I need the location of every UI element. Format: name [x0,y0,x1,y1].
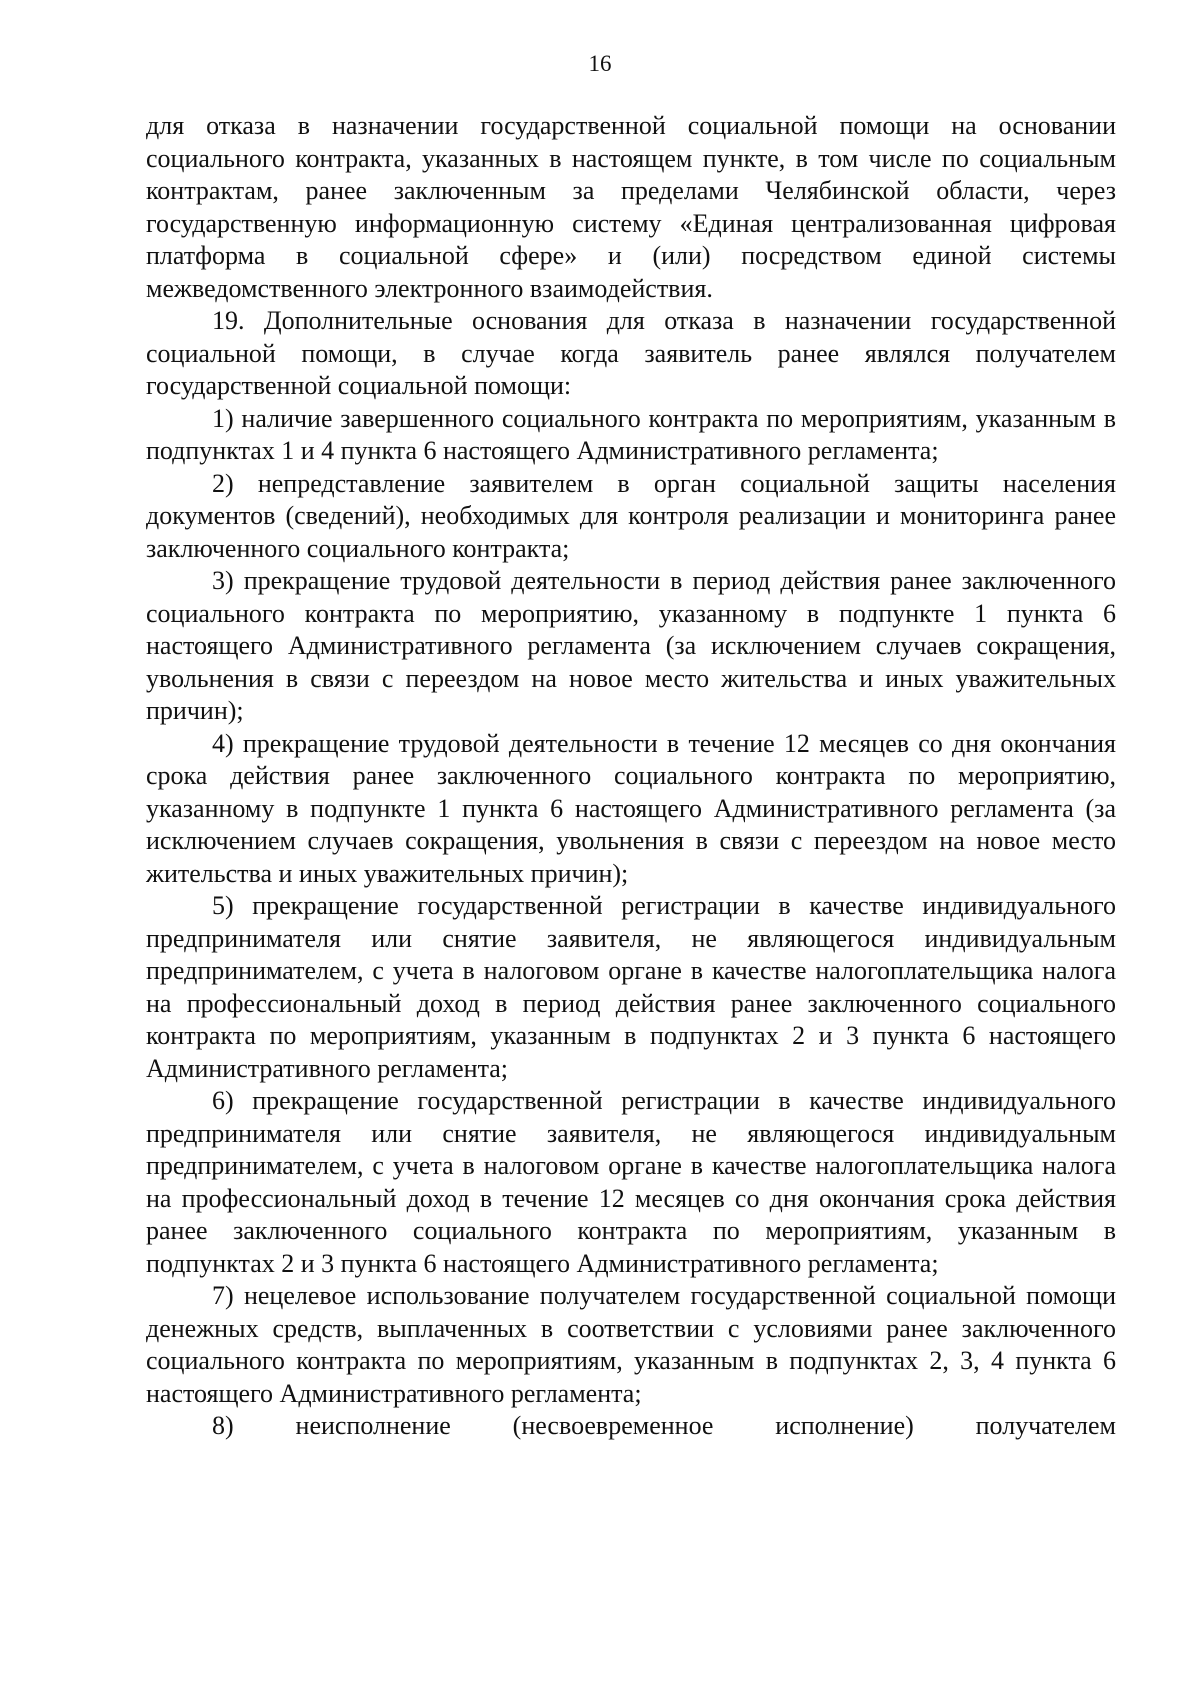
paragraph-subitem-2: 2) непредставление заявителем в орган социальной защиты населения документов (сведений), необходимых для контроля реализации и мониторинга ранее заключенного социального контракта; [146,468,1116,563]
paragraph-subitem-4: 4) прекращение трудовой деятельности в течение 12 месяцев со дня окончания срока действия ранее заключенного социального контракта по мероприятию, указанному в подпункте 1 пункта 6 настоящего Административного регламента (за исключением случаев сокращения, увольнения в связи с переездом на новое место жительства и иных уважительных причин); [146,728,1116,888]
paragraph-subitem-3: 3) прекращение трудовой деятельности в период действия ранее заключенного социального контракта по мероприятию, указанному в подпункте 1 пункта 6 настоящего Административного регламента (за исключением случаев сокращения, увольнения в связи с переездом на новое место жительства и иных уважительных причин); [146,566,1116,725]
paragraph-continuation: для отказа в назначении государственной социальной помощи на основании социального контракта, указанных в настоящем пункте, в том числе по социальным контрактам, ранее заключенным за пределами Челябинской области, через государственную информационную систему «Единая централизованная цифровая платформа в социальной сфере» и (или) посредством единой системы межведомственного электронного взаимодействия. [146,111,1116,303]
document-body [146,110,1116,1443]
paragraph-item-19: 19. Дополнительные основания для отказа в назначении государственной социальной помощи, в случае когда заявитель ранее являлся получателем государственной социальной помощи: [146,306,1116,400]
paragraph-subitem-5: 5) прекращение государственной регистрации в качестве индивидуального предпринимателя или снятие заявителя, не являющегося индивидуальным предпринимателем, с учета в налоговом органе в качестве налогоплательщика налога на профессиональный доход в период действия ранее заключенного социального контракта по мероприятиям, указанным в подпунктах 2 и 3 пункта 6 настоящего Административного регламента; [146,891,1116,1083]
paragraph-subitem-1: 1) наличие завершенного социального контракта по мероприятиям, указанным в подпунктах 1 и 4 пункта 6 настоящего Административного регламента; [146,403,1116,465]
paragraph-subitem-7: 7) нецелевое использование получателем государственной социальной помощи денежных средств, выплаченных в соответствии с условиями ранее заключенного социального контракта по мероприятиям, указанным в подпунктах 2, 3, 4 пункта 6 настоящего Административного регламента; [146,1281,1116,1408]
page-number: 16 [588,51,612,76]
paragraph-subitem-6: 6) прекращение государственной регистрации в качестве индивидуального предпринимателя или снятие заявителя, не являющегося индивидуальным предпринимателем, с учета в налоговом органе в качестве налогоплательщика налога на профессиональный доход в течение 12 месяцев со дня окончания срока действия ранее заключенного социального контракта по мероприятиям, указанным в подпунктах 2 и 3 пункта 6 настоящего Административного регламента; [146,1086,1116,1278]
paragraph-subitem-8: 8) неисполнение (несвоевременное исполнение) получателем [212,1411,1116,1440]
